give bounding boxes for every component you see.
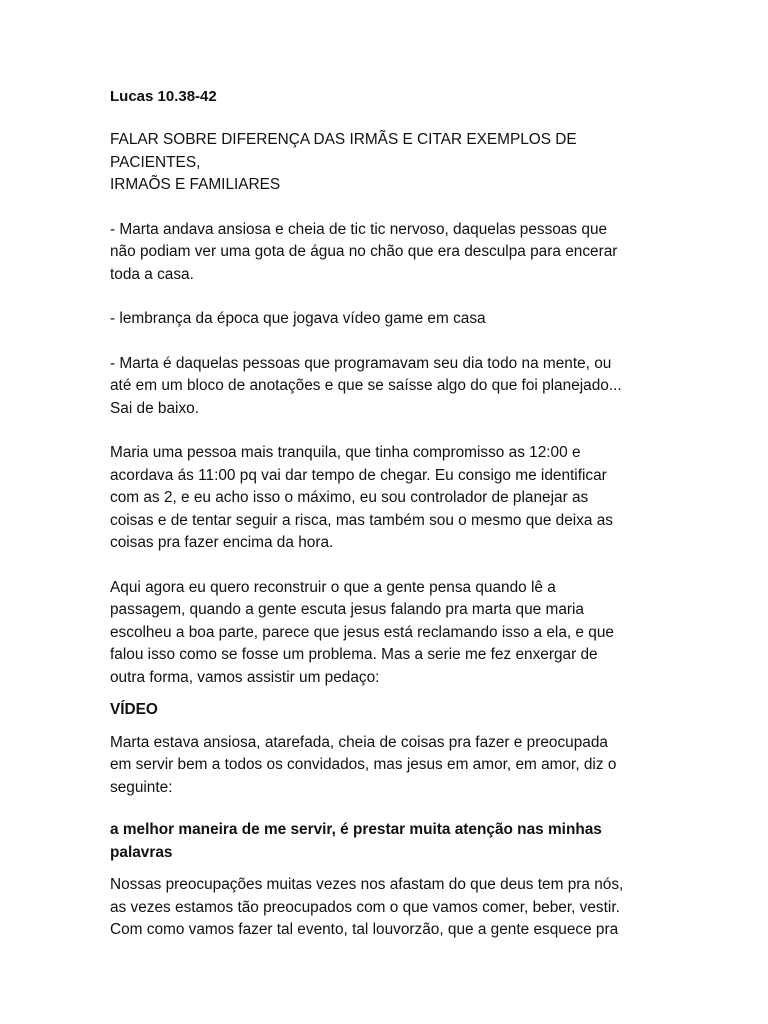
paragraph-marta-serving: Marta estava ansiosa, atarefada, cheia de coisas pra fazer e preocupada em servir bem a todos os convidados, mas jesus em amor, em amor, diz o seguinte: xyxy=(110,733,617,796)
paragraph-topic: FALAR SOBRE DIFERENÇA DAS IRMÃS E CITAR EXEMPLOS DE PACIENTES, IRMAÕS E FAMILIARES xyxy=(110,131,577,193)
document-body xyxy=(110,86,670,942)
paragraph-maria: Maria uma pessoa mais tranquila, que tinha compromisso as 12:00 e acordava ás 11:00 pq vai dar tempo de chegar. Eu consigo me identificar com as 2, e eu acho isso o máximo, eu sou controlador de planejar as coisas e de tentar seguir a risca, mas também sou o mesmo que deixa as coisas pra fazer encima da hora. xyxy=(110,444,613,551)
document-title: Lucas 10.38-42 xyxy=(110,88,217,105)
paragraph-marta-planner: - Marta é daquelas pessoas que programavam seu dia todo na mente, ou até em um bloco de anotações e que se saísse algo do que foi planejado... Sai de baixo. xyxy=(110,354,622,417)
paragraph-videogame-memory: - lembrança da época que jogava vídeo game em casa xyxy=(110,310,486,327)
paragraph-worries: Nossas preocupações muitas vezes nos afastam do que deus tem pra nós, as vezes estamos tão preocupados com o que vamos comer, beber, vestir. Com como vamos fazer tal evento, tal louvorzão, que a gente esquece pra xyxy=(110,876,624,938)
paragraph-rebuild-passage: Aqui agora eu quero reconstruir o que a gente pensa quando lê a passagem, quando a gente escuta jesus falando pra marta que maria escolheu a boa parte, parece que jesus está reclamando isso a ela, e que falou isso como se fosse um problema. Mas a serie me fez enxergar de outra forma, vamos assistir um pedaço: xyxy=(110,578,614,686)
heading-video: VÍDEO xyxy=(110,701,158,718)
highlight-quote: a melhor maneira de me servir, é prestar muita atenção nas minhas palavras xyxy=(110,821,602,861)
paragraph-marta-anxious: - Marta andava ansiosa e cheia de tic tic nervoso, daquelas pessoas que não podiam ver uma gota de água no chão que era desculpa para encerar toda a casa. xyxy=(110,220,618,283)
